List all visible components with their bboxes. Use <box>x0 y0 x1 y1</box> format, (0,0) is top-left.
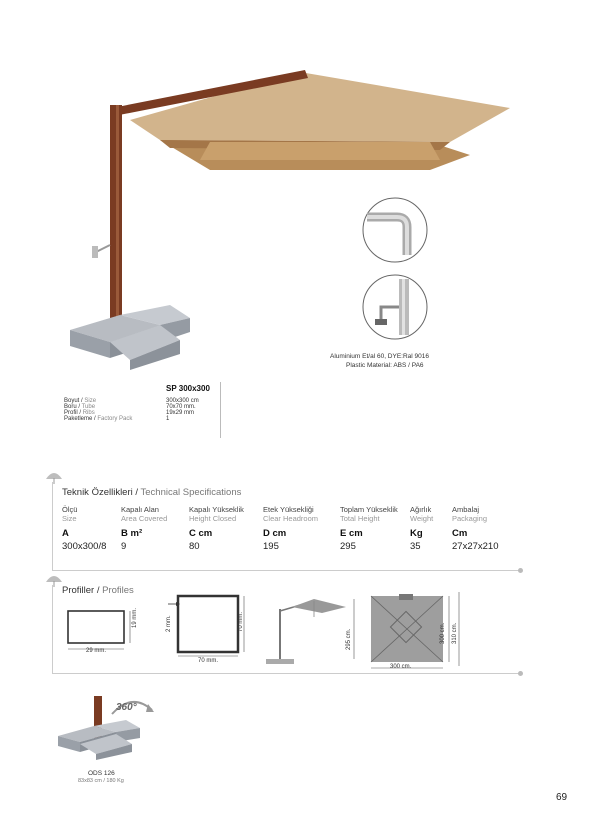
spec-value: 19x29 mm <box>166 410 195 416</box>
col-en: Weight <box>410 514 434 523</box>
col-tr: Etek Yüksekliği <box>263 505 314 514</box>
tech-col <box>452 505 498 552</box>
model-spec-values <box>166 398 199 422</box>
col-tr: Ambalaj <box>452 505 480 514</box>
rib-height-label: 19 mm. <box>132 607 138 628</box>
side-height-label: 295 cm. <box>346 628 352 650</box>
top-height-label-2: 310 cm. <box>452 622 458 644</box>
tech-col <box>121 505 167 552</box>
umbrella-icon <box>45 470 63 484</box>
tube-profile-diagram <box>160 590 250 662</box>
col-value: 80 <box>189 541 200 552</box>
col-en: Clear Headroom <box>263 514 319 523</box>
profiles-section-line <box>52 585 53 673</box>
spec-row-ribs: Profil / Ribs <box>64 410 95 416</box>
profiles-title-en: Profiles <box>102 585 134 596</box>
spec-tr: Profil <box>64 410 78 416</box>
col-code: D cm <box>263 528 287 539</box>
spec-tr: Boru <box>64 404 77 410</box>
rib-width-label: 29 mm. <box>86 648 107 654</box>
col-value: 295 <box>340 541 356 552</box>
top-width-label: 300 cm. <box>390 664 412 670</box>
col-tr: Ağırlık <box>410 505 432 514</box>
profiles-title-tr: Profiller <box>62 585 95 596</box>
tech-col <box>263 505 318 552</box>
col-value: 35 <box>410 541 421 552</box>
spec-value: 70x70 mm. <box>166 404 196 410</box>
col-en: Total Height <box>340 514 380 523</box>
model-spec-labels <box>64 398 132 422</box>
tech-table <box>62 505 532 557</box>
base-illustration <box>52 692 144 762</box>
tech-title-tr: Teknik Özellikleri <box>62 487 133 498</box>
tech-col <box>62 505 106 552</box>
col-tr: Kapalı Alan <box>121 505 159 514</box>
col-code: E cm <box>340 528 363 539</box>
tube-wall-label: 2 mm. <box>166 615 172 632</box>
spec-en: Size <box>84 398 97 404</box>
col-code: Kg <box>410 528 423 539</box>
col-tr: Kapalı Yükseklik <box>189 505 244 514</box>
spec-value: 1 <box>166 416 170 422</box>
material-line-1: Aluminium Et/al 60, DYE:Ral 9016 <box>330 353 429 360</box>
tube-width-label: 70 mm. <box>198 658 219 664</box>
top-height-label-1: 300 cm. <box>440 622 446 644</box>
base-spec: 83x83 cm / 180 Kg <box>78 778 124 784</box>
col-tr: Toplam Yükseklik <box>340 505 398 514</box>
tech-section-bottom <box>52 570 520 571</box>
tube-height-label: 70 mm. <box>238 611 244 632</box>
base-code: ODS 126 <box>88 770 115 777</box>
tech-col <box>340 505 398 552</box>
tech-section-end-dot <box>518 568 523 573</box>
profiles-section-end-dot <box>518 671 523 676</box>
spec-value: 300x300 cm <box>166 398 199 404</box>
spec-row-size: Boyut / Size <box>64 398 97 404</box>
col-en: Area Covered <box>121 514 168 523</box>
col-code: C cm <box>189 528 213 539</box>
profiles-title: Profiller / Profiles <box>62 585 134 596</box>
top-view-diagram <box>365 590 465 672</box>
spec-tr: Boyut <box>64 398 80 404</box>
page-number: 69 <box>556 792 568 803</box>
col-code: B m² <box>121 528 143 539</box>
col-en: Size <box>62 514 77 523</box>
col-value: 27x27x210 <box>452 541 499 552</box>
model-divider <box>220 382 221 438</box>
tech-title-en: Technical Specifications <box>140 487 242 498</box>
detail-circles <box>355 195 445 355</box>
profiles-section-bottom <box>52 673 520 674</box>
model-title: SP 300x300 <box>166 384 210 393</box>
spec-row-tube: Boru / Tube <box>64 404 96 410</box>
umbrella-icon <box>45 573 63 587</box>
col-en: Packaging <box>452 514 488 523</box>
material-line-2: Plastic Material: ABS / PA6 <box>346 362 424 369</box>
tech-col <box>189 505 244 552</box>
col-code: Cm <box>452 528 468 539</box>
tech-section-line <box>52 482 53 570</box>
spec-en: Ribs <box>82 410 95 416</box>
tech-col <box>410 505 433 552</box>
rib-profile-diagram <box>62 605 152 657</box>
spec-en: Tube <box>81 404 96 410</box>
rotation-label: 360° <box>116 702 137 713</box>
col-code: A <box>62 528 69 539</box>
col-value: 9 <box>121 541 127 552</box>
col-value: 300x300/8 <box>62 541 107 552</box>
spec-row-pack: Paketleme / Factory Pack <box>64 416 133 422</box>
col-en: Height Closed <box>189 514 237 523</box>
col-value: 195 <box>263 541 279 552</box>
spec-en: Factory Pack <box>97 416 133 422</box>
col-tr: Ölçü <box>62 505 78 514</box>
tech-title: Teknik Özellikleri / Technical Specifications <box>62 487 242 498</box>
spec-tr: Paketleme <box>64 416 93 422</box>
